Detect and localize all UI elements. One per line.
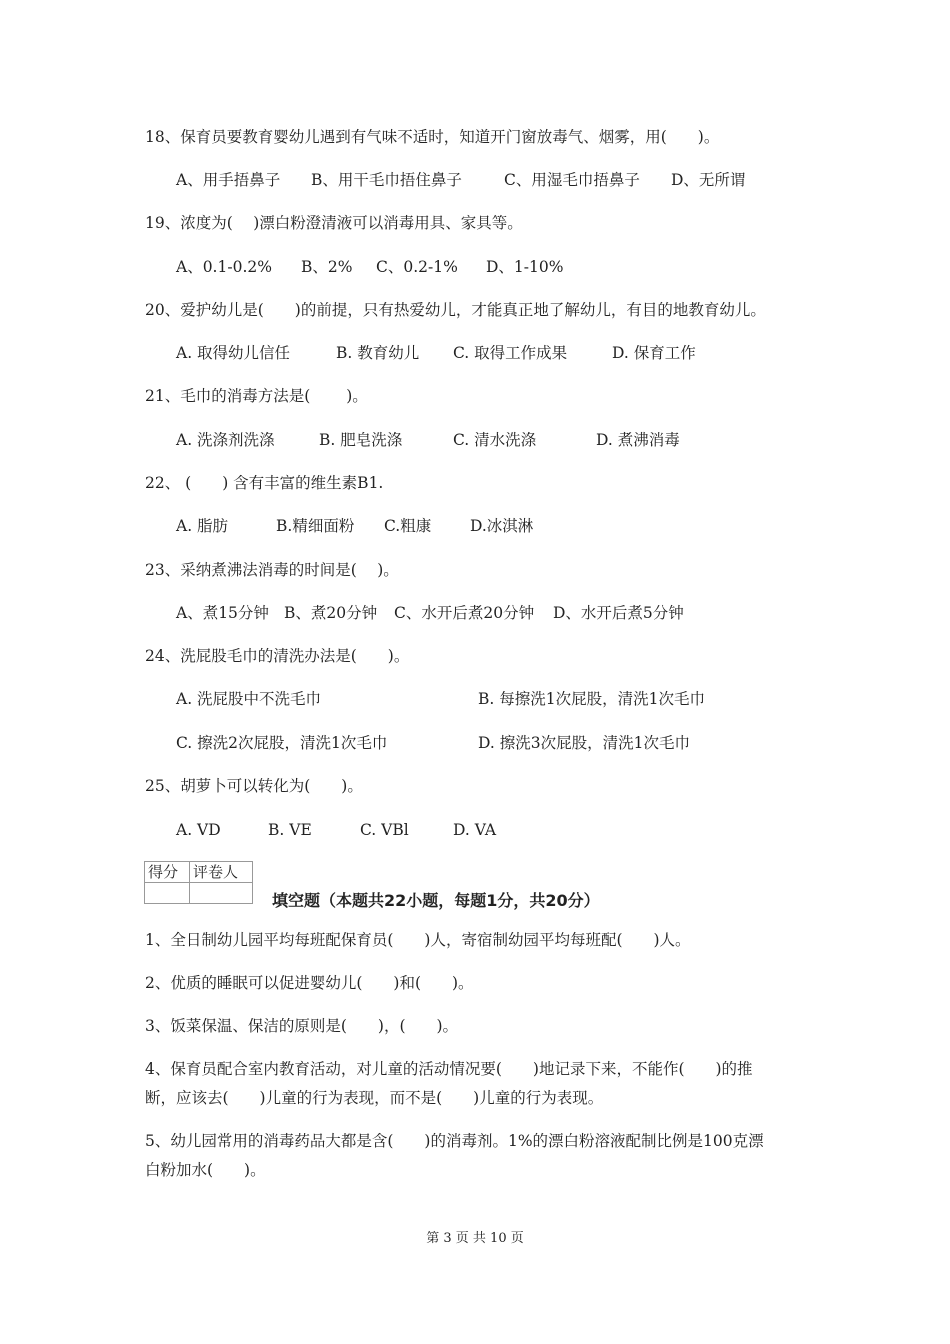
option-b: B. VE (268, 821, 312, 839)
option-d: D. VA (453, 821, 497, 839)
option-c: C. 擦洗2次屁股，清洗1次毛巾 (176, 734, 388, 752)
option-d: D. 保育工作 (612, 344, 696, 362)
fill-blank-4-line-1: 4、保育员配合室内教育活动，对儿童的活动情况要( )地记录下来，不能作( )的推 (145, 1060, 753, 1078)
option-a: A. 脂肪 (176, 517, 229, 535)
question-24-options-row-1 (176, 689, 776, 709)
page-footer: 第 3 页 共 10 页 (426, 1231, 524, 1246)
option-c: C. VBl (360, 821, 409, 839)
option-b: B.精细面粉 (276, 517, 355, 535)
question-23-stem: 23、采纳煮沸法消毒的时间是( )。 (145, 561, 399, 579)
option-d: D、水开后煮5分钟 (553, 604, 684, 622)
fill-blank-2: 2、优质的睡眠可以促进婴幼儿( )和( )。 (145, 974, 474, 992)
option-a: A、0.1-0.2% (176, 258, 272, 276)
grader-cell (190, 883, 253, 904)
score-label: 得分 (145, 862, 190, 883)
option-c: C、0.2-1% (376, 258, 458, 276)
option-c: C. 清水洗涤 (453, 431, 537, 449)
question-18-stem: 18、保育员要教育婴幼儿遇到有气味不适时，知道开门窗放毒气、烟雾，用( )。 (145, 128, 720, 146)
option-c: C.粗康 (384, 517, 432, 535)
option-a: A、用手捂鼻子 (176, 171, 281, 189)
section-title: 填空题（本题共22小题，每题1分，共20分） (272, 891, 600, 910)
question-20-stem: 20、爱护幼儿是( )的前提，只有热爱幼儿，才能真正地了解幼儿，有目的地教育幼儿。 (145, 301, 766, 319)
option-c: C、水开后煮20分钟 (394, 604, 535, 622)
option-a: A. 取得幼儿信任 (176, 344, 291, 362)
option-b: B. 肥皂洗涤 (319, 431, 403, 449)
fill-blank-3: 3、饭菜保温、保洁的原则是( )，( )。 (145, 1017, 459, 1035)
option-a: A、煮15分钟 (176, 604, 269, 622)
fill-blank-5-line-2: 白粉加水( )。 (145, 1161, 266, 1179)
question-22-stem: 22、 ( ) 含有丰富的维生素B1. (145, 474, 384, 492)
option-d: D.冰淇淋 (470, 517, 534, 535)
option-d: D、1-10% (486, 258, 564, 276)
option-b: B、用干毛巾捂住鼻子 (311, 171, 462, 189)
option-c: C、用湿毛巾捂鼻子 (504, 171, 640, 189)
option-b: B、煮20分钟 (284, 604, 378, 622)
question-25-stem: 25、胡萝卜可以转化为( )。 (145, 777, 363, 795)
fill-blank-1: 1、全日制幼儿园平均每班配保育员( )人，寄宿制幼园平均每班配( )人。 (145, 931, 691, 949)
score-table (144, 861, 253, 904)
fill-blank-4-line-2: 断，应该去( )儿童的行为表现，而不是( )儿童的行为表现。 (145, 1089, 604, 1107)
question-24-stem: 24、洗屁股毛巾的清洗办法是( )。 (145, 647, 410, 665)
option-a: A. 洗屁股中不洗毛巾 (176, 690, 322, 708)
question-19-stem: 19、浓度为( )漂白粉澄清液可以消毒用具、家具等。 (145, 214, 523, 232)
option-d: D. 擦洗3次屁股，清洗1次毛巾 (478, 734, 690, 752)
option-b: B、2% (301, 258, 353, 276)
grader-label: 评卷人 (190, 862, 253, 883)
option-d: D、无所谓 (671, 171, 746, 189)
option-b: B. 教育幼儿 (336, 344, 420, 362)
option-a: A. VD (176, 821, 221, 839)
question-21-stem: 21、毛巾的消毒方法是( )。 (145, 387, 368, 405)
option-b: B. 每擦洗1次屁股，清洗1次毛巾 (478, 690, 705, 708)
score-cell (145, 883, 190, 904)
option-d: D. 煮沸消毒 (596, 431, 680, 449)
question-24-options-row-2 (176, 733, 776, 753)
option-c: C. 取得工作成果 (453, 344, 568, 362)
option-a: A. 洗涤剂洗涤 (176, 431, 275, 449)
fill-blank-5-line-1: 5、幼儿园常用的消毒药品大都是含( )的消毒剂。1%的漂白粉溶液配制比例是100克漂 (145, 1132, 764, 1150)
